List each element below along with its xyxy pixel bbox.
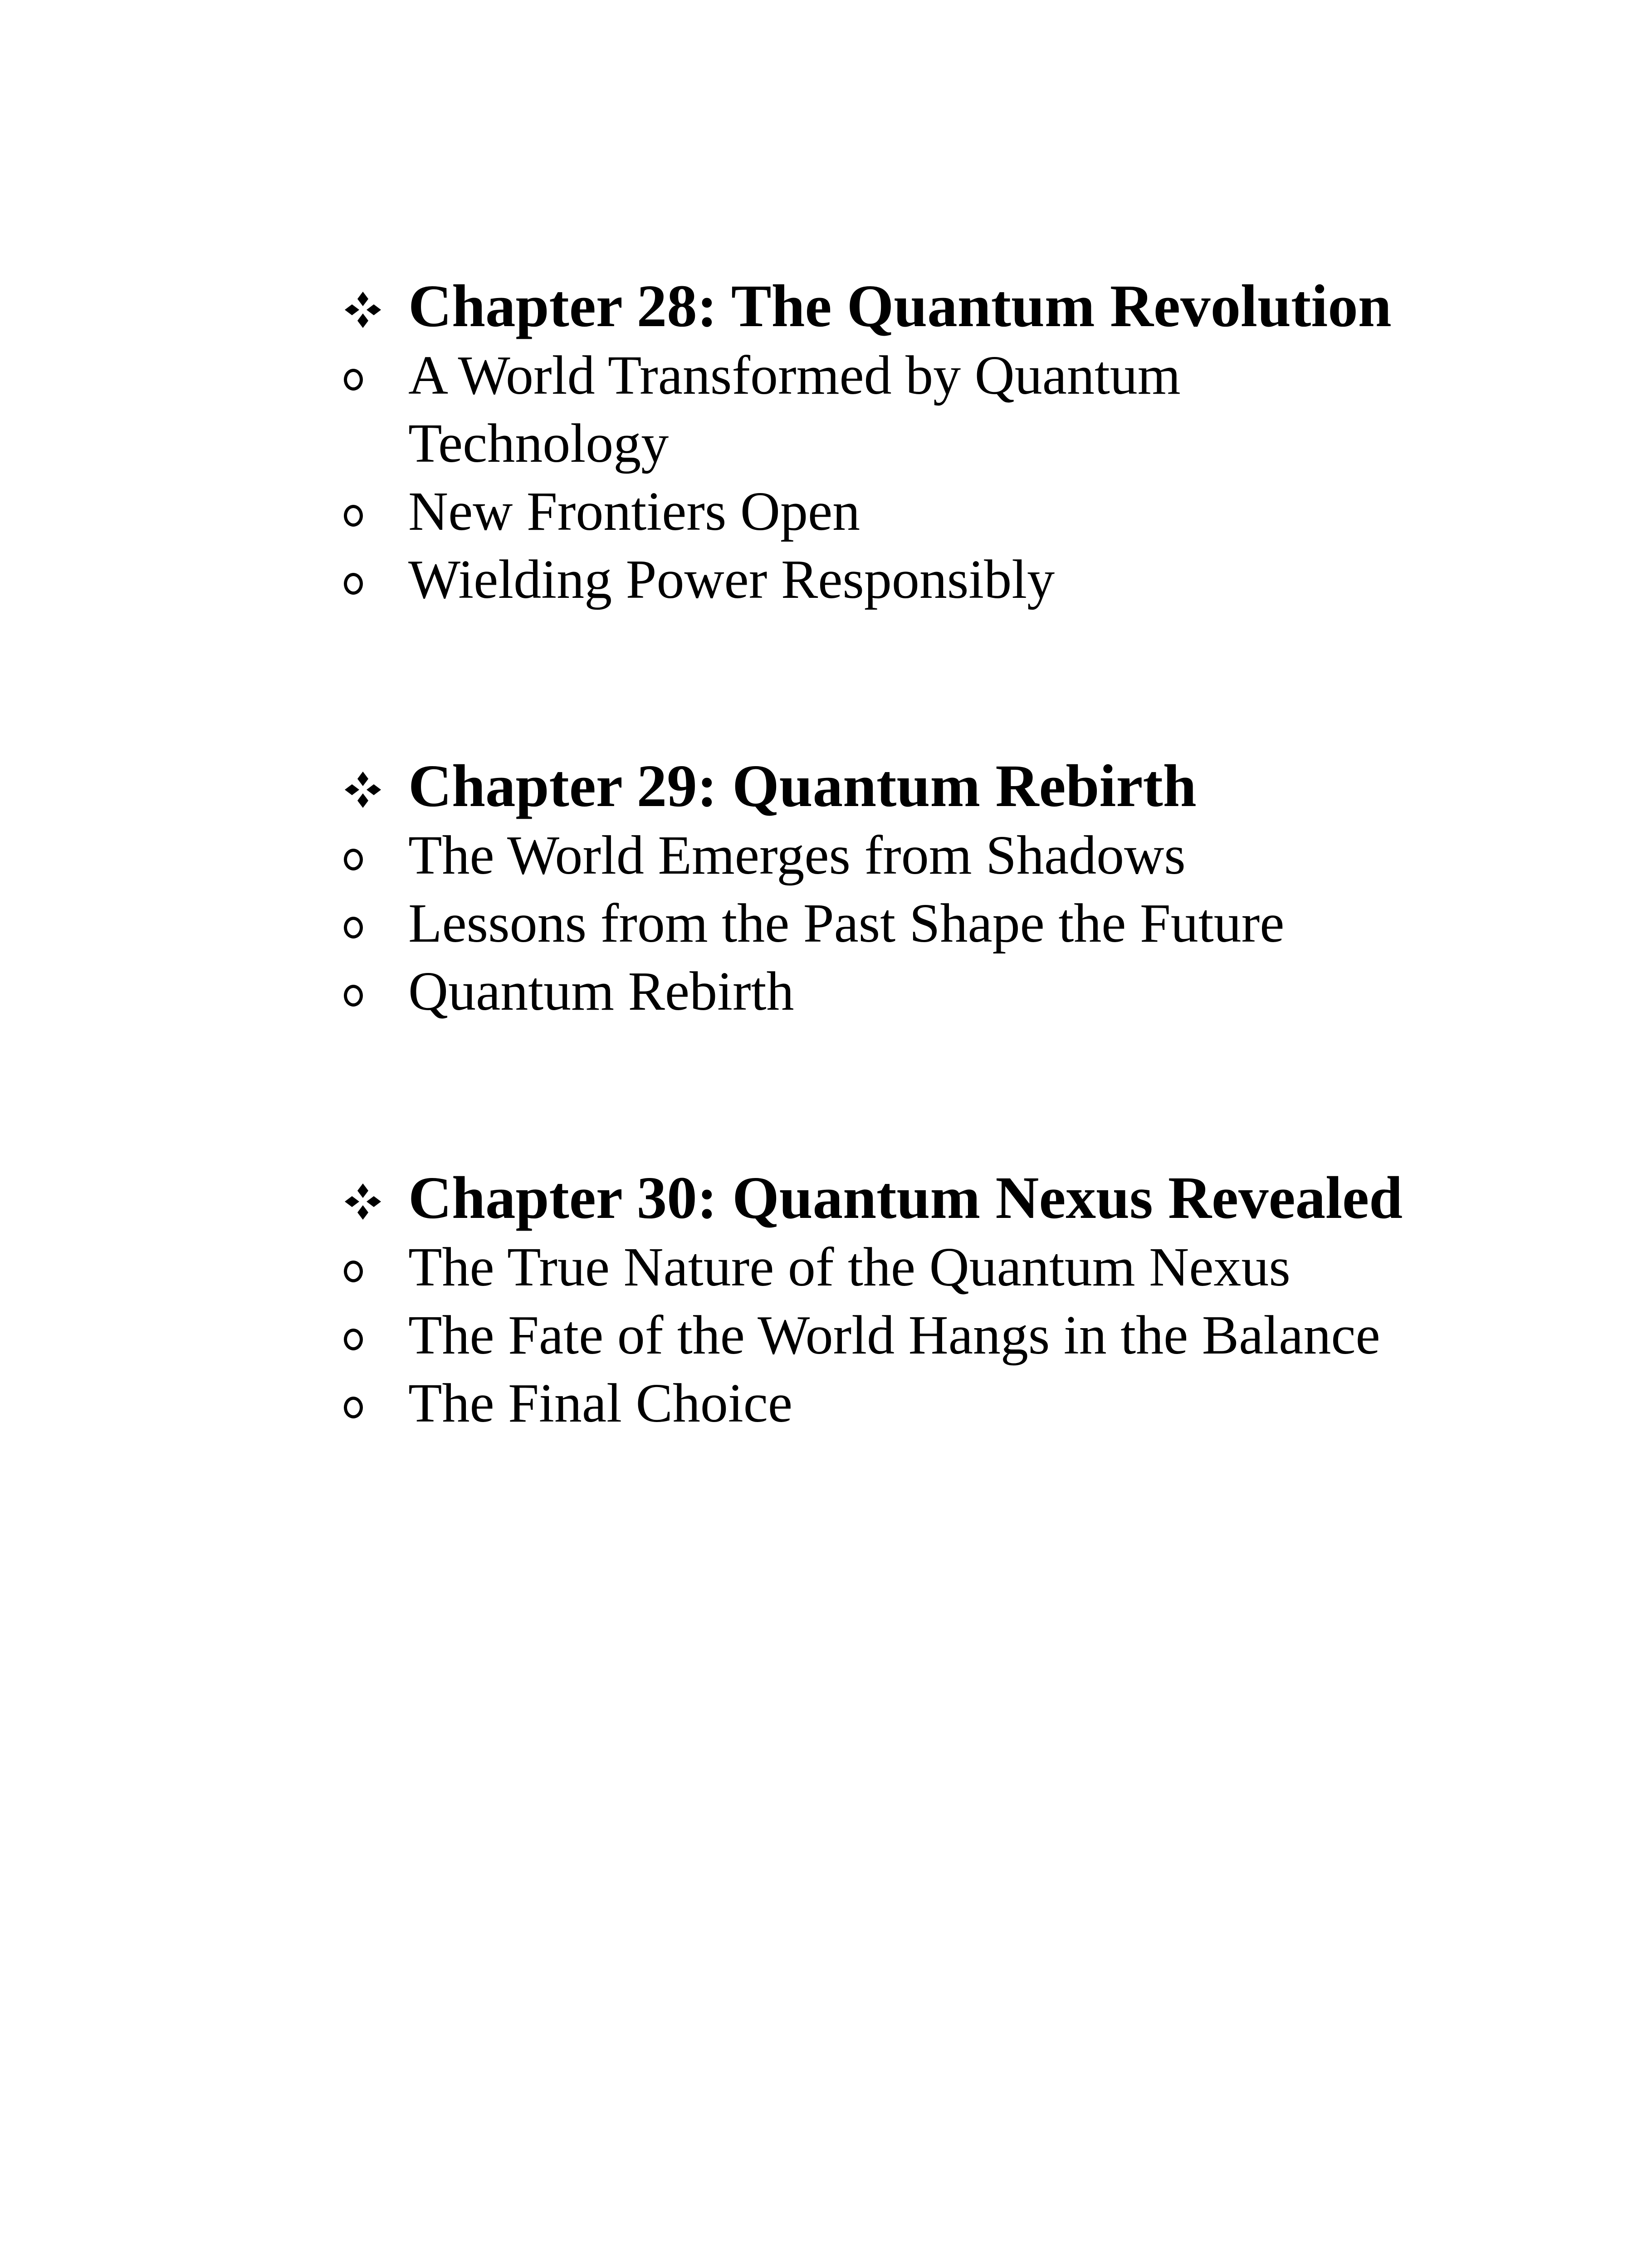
hollow-circle-icon [340, 1233, 408, 1301]
section-title: New Frontiers Open [408, 481, 861, 542]
chapter-heading [340, 270, 1429, 342]
list-item [340, 478, 1429, 546]
hollow-circle-icon [340, 958, 408, 1026]
chapter-30 [340, 1162, 1429, 1437]
hollow-circle-icon [340, 890, 408, 958]
section-list [340, 1233, 1429, 1437]
chapter-heading [340, 1162, 1429, 1233]
four-diamond-icon [340, 270, 408, 342]
section-title: Lessons from the Past Shape the Future [408, 893, 1285, 954]
chapter-title: Chapter 29: Quantum Rebirth [408, 752, 1197, 819]
list-item [340, 546, 1429, 614]
list-item [340, 1233, 1429, 1301]
chapter-title: Chapter 28: The Quantum Revolution [408, 272, 1392, 339]
chapter-title: Chapter 30: Quantum Nexus Revealed [408, 1164, 1403, 1231]
section-list [340, 821, 1429, 1026]
list-item [340, 1301, 1429, 1369]
list-item [340, 890, 1429, 958]
hollow-circle-icon [340, 478, 408, 546]
section-title: Wielding Power Responsibly [408, 549, 1055, 610]
section-title: The World Emerges from Shadows [408, 825, 1186, 886]
chapter-28 [340, 270, 1429, 614]
section-title: The True Nature of the Quantum Nexus [408, 1237, 1291, 1298]
list-item [340, 1369, 1429, 1437]
list-item [340, 958, 1429, 1026]
hollow-circle-icon [340, 1301, 408, 1369]
hollow-circle-icon [340, 546, 408, 614]
section-title: Quantum Rebirth [408, 961, 794, 1022]
four-diamond-icon [340, 750, 408, 821]
hollow-circle-icon [340, 821, 408, 890]
section-list [340, 342, 1429, 614]
table-of-contents [340, 270, 1429, 1437]
hollow-circle-icon [340, 1369, 408, 1437]
chapter-29 [340, 750, 1429, 1026]
hollow-circle-icon [340, 342, 408, 410]
chapter-heading [340, 750, 1429, 821]
list-item [340, 821, 1429, 890]
list-item [340, 342, 1429, 478]
section-title: The Fate of the World Hangs in the Balance [408, 1305, 1380, 1366]
four-diamond-icon [340, 1162, 408, 1233]
section-title: A World Transformed by Quantum Technology [408, 345, 1181, 474]
section-title: The Final Choice [408, 1373, 793, 1434]
